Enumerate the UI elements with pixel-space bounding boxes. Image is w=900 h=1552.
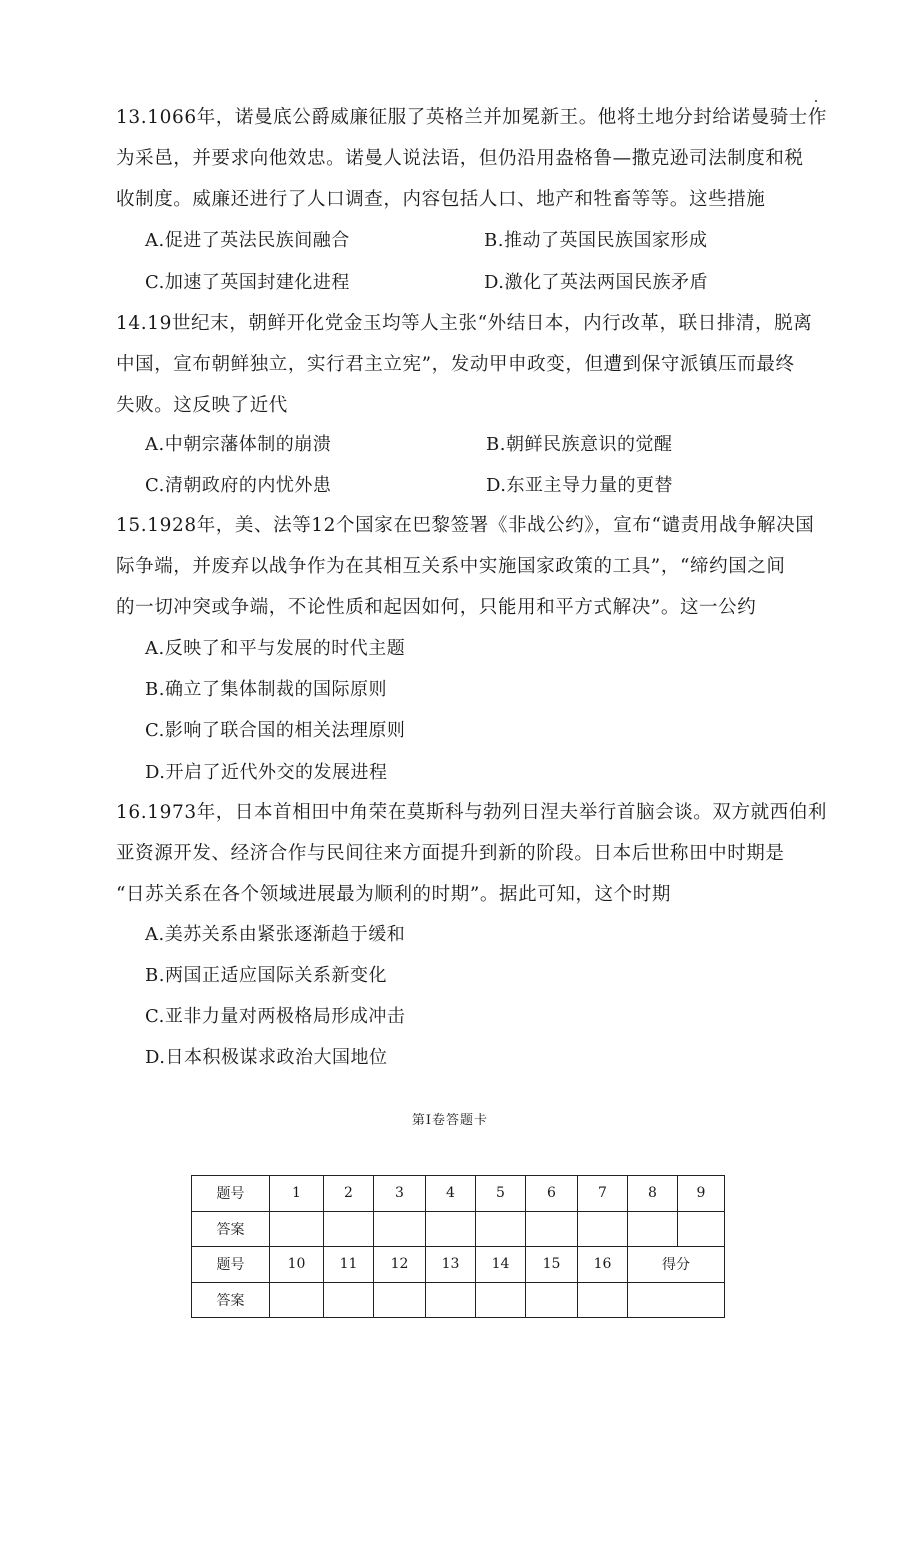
answer-cell[interactable] xyxy=(270,1211,324,1247)
q15-option-c: C.影响了联合国的相关法理原则 xyxy=(145,720,406,741)
question-number-cell: 2 xyxy=(324,1176,374,1212)
q16-option-a: A.美苏关系由紧张逐渐趋于缓和 xyxy=(145,924,406,945)
answer-cell[interactable] xyxy=(476,1282,526,1318)
answer-cell[interactable] xyxy=(578,1282,628,1318)
q13-option-a: A.促进了英法民族间融合 xyxy=(145,230,350,251)
answer-cell[interactable] xyxy=(324,1211,374,1247)
question-number-cell: 10 xyxy=(270,1247,324,1283)
q14-option-d: D.东亚主导力量的更替 xyxy=(486,475,674,496)
table-row xyxy=(192,1247,725,1283)
q14-stem-line-3: 失败。这反映了近代 xyxy=(116,395,288,416)
question-number-cell: 7 xyxy=(578,1176,628,1212)
q14-option-a: A.中朝宗藩体制的崩溃 xyxy=(145,434,332,455)
q13-stem-line-2: 为采邑，并要求向他效忠。诺曼人说法语，但仍沿用盎格鲁—撒克逊司法制度和税 xyxy=(116,148,804,169)
q13-option-b: B.推动了英国民族国家形成 xyxy=(484,230,708,251)
question-number-cell: 12 xyxy=(374,1247,426,1283)
row-label-number: 题号 xyxy=(192,1247,270,1283)
answer-cell[interactable] xyxy=(374,1211,426,1247)
q14-stem-line-2: 中国，宣布朝鲜独立，实行君主立宪”，发动甲申政变，但遭到保守派镇压而最终 xyxy=(116,354,795,375)
row-label-answer: 答案 xyxy=(192,1282,270,1318)
answer-card-table xyxy=(191,1175,725,1318)
answer-cell[interactable] xyxy=(526,1282,578,1318)
question-number-cell: 9 xyxy=(678,1176,725,1212)
answer-cell[interactable] xyxy=(270,1282,324,1318)
q15-option-b: B.确立了集体制裁的国际原则 xyxy=(145,679,387,700)
q16-option-c: C.亚非力量对两极格局形成冲击 xyxy=(145,1006,406,1027)
q15-stem-line-3: 的一切冲突或争端，不论性质和起因如何，只能用和平方式解决”。这一公约 xyxy=(116,597,757,618)
table-row xyxy=(192,1176,725,1212)
answer-cell[interactable] xyxy=(578,1211,628,1247)
question-number-cell: 4 xyxy=(426,1176,476,1212)
question-number-cell: 16 xyxy=(578,1247,628,1283)
answer-cell[interactable] xyxy=(526,1211,578,1247)
q16-option-b: B.两国正适应国际关系新变化 xyxy=(145,965,387,986)
q14-option-b: B.朝鲜民族意识的觉醒 xyxy=(486,434,673,455)
table-row xyxy=(192,1282,725,1318)
question-number-cell: 15 xyxy=(526,1247,578,1283)
answer-cell[interactable] xyxy=(374,1282,426,1318)
answer-cell[interactable] xyxy=(324,1282,374,1318)
q16-option-d: D.日本积极谋求政治大国地位 xyxy=(145,1047,388,1068)
score-label: 得分 xyxy=(628,1247,725,1283)
scan-speck xyxy=(815,100,817,102)
q14-option-c: C.清朝政府的内忧外患 xyxy=(145,475,332,496)
answer-card-title: 第Ⅰ卷答题卡 xyxy=(411,1113,489,1128)
q16-stem-line-3: “日苏关系在各个领域进展最为顺利的时期”。据此可知，这个时期 xyxy=(116,884,671,905)
q16-stem-line-2: 亚资源开发、经济合作与民间往来方面提升到新的阶段。日本后世称田中时期是 xyxy=(116,843,785,864)
question-number-cell: 14 xyxy=(476,1247,526,1283)
q13-option-c: C.加速了英国封建化进程 xyxy=(145,272,350,293)
answer-cell[interactable] xyxy=(678,1211,725,1247)
q16-stem-line-1: 16.1973年，日本首相田中角荣在莫斯科与勃列日涅夫举行首脑会谈。双方就西伯利 xyxy=(116,802,828,823)
answer-cell[interactable] xyxy=(426,1282,476,1318)
question-number-cell: 13 xyxy=(426,1247,476,1283)
answer-cell[interactable] xyxy=(426,1211,476,1247)
answer-cell[interactable] xyxy=(476,1211,526,1247)
question-number-cell: 3 xyxy=(374,1176,426,1212)
score-cell[interactable] xyxy=(628,1282,725,1318)
q13-stem-line-3: 收制度。威廉还进行了人口调查，内容包括人口、地产和牲畜等等。这些措施 xyxy=(116,189,766,210)
q15-stem-line-1: 15.1928年，美、法等12个国家在巴黎签署《非战公约》，宣布“谴责用战争解决国 xyxy=(116,515,815,536)
table-row xyxy=(192,1211,725,1247)
answer-cell[interactable] xyxy=(628,1211,678,1247)
q14-stem-line-1: 14.19世纪末，朝鲜开化党金玉均等人主张“外结日本，内行改革，联日排清，脱离 xyxy=(116,313,813,334)
row-label-answer: 答案 xyxy=(192,1211,270,1247)
q15-option-a: A.反映了和平与发展的时代主题 xyxy=(145,638,406,659)
q15-stem-line-2: 际争端，并废弃以战争作为在其相互关系中实施国家政策的工具”，“缔约国之间 xyxy=(116,556,786,577)
q15-option-d: D.开启了近代外交的发展进程 xyxy=(145,762,388,783)
question-number-cell: 5 xyxy=(476,1176,526,1212)
question-number-cell: 6 xyxy=(526,1176,578,1212)
question-number-cell: 8 xyxy=(628,1176,678,1212)
question-number-cell: 11 xyxy=(324,1247,374,1283)
row-label-number: 题号 xyxy=(192,1176,270,1212)
q13-stem-line-1: 13.1066年，诺曼底公爵威廉征服了英格兰并加冕新王。他将土地分封给诺曼骑士作 xyxy=(116,107,828,128)
q13-option-d: D.激化了英法两国民族矛盾 xyxy=(484,272,709,293)
question-number-cell: 1 xyxy=(270,1176,324,1212)
